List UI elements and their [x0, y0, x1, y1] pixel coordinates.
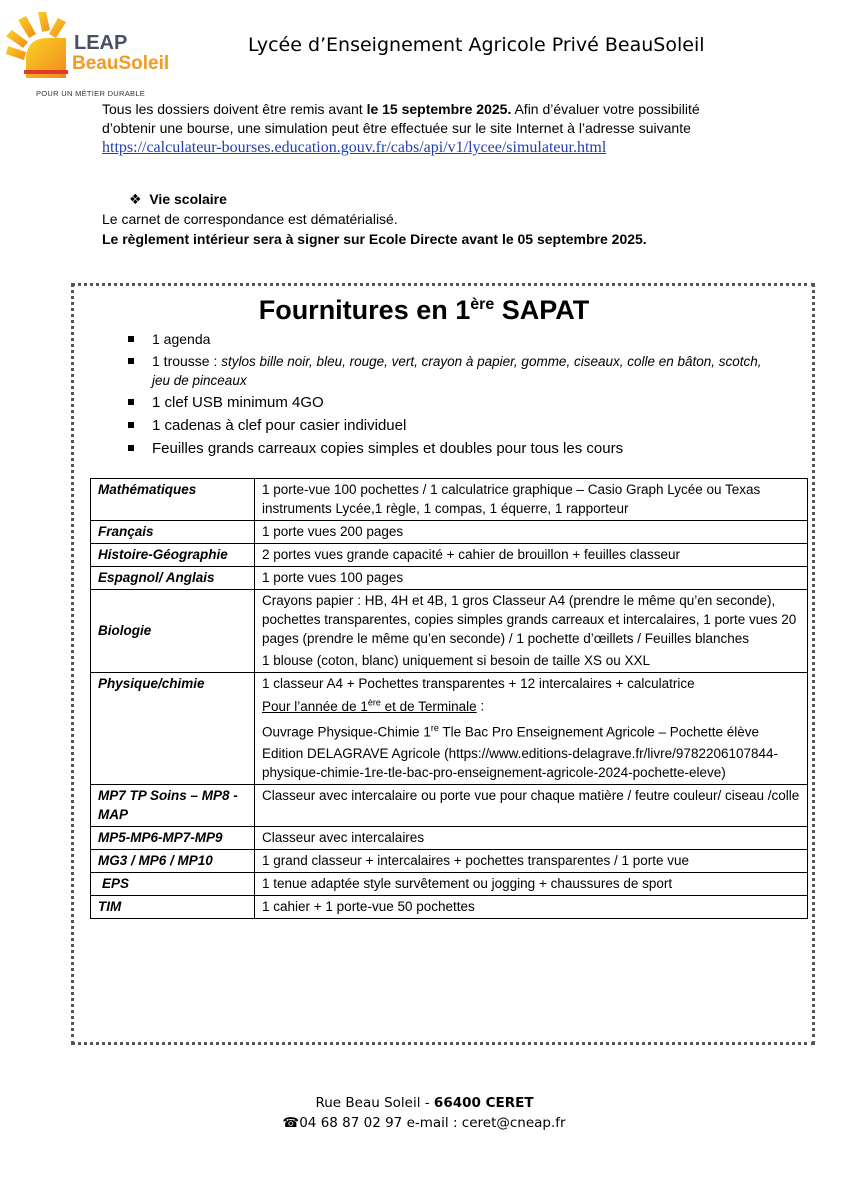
list-item-text: Feuilles grands carreaux copies simples et doubles pour tous les cours: [152, 440, 624, 457]
list-item-text: 1 agenda: [152, 331, 211, 347]
diamond-bullet-icon: ❖: [129, 191, 150, 207]
square-bullet-icon: [128, 358, 134, 364]
list-item: [128, 439, 768, 458]
content-cell: 1 grand classeur + intercalaires + pochettes transparentes / 1 porte vue: [255, 850, 808, 873]
biologie-blouse: 1 blouse (coton, blanc) uniquement si besoin de taille XS ou XXL: [262, 653, 650, 668]
school-name: Lycée d’Enseignement Agricole Privé BeauSoleil: [248, 34, 705, 56]
content-cell: 1 porte-vue 100 pochettes / 1 calculatrice graphique – Casio Graph Lycée ou Texas instruments Lycée,1 règle, 1 compas, 1 équerre, 1 rapporteur: [255, 479, 808, 521]
intro-text-before: Tous les dossiers doivent être remis avant: [102, 101, 367, 117]
square-bullet-icon: [128, 336, 134, 342]
logo-beausoleil-text: BeauSoleil: [72, 53, 170, 74]
vie-scolaire-line1: Le carnet de correspondance est dématérialisé.: [102, 211, 398, 227]
physique-year-colon: :: [476, 698, 485, 714]
phone-icon: ☎: [282, 1115, 300, 1131]
content-cell: 1 porte vues 100 pages: [255, 567, 808, 590]
vie-scolaire-line2: Le règlement intérieur sera à signer sur Ecole Directe avant le 05 septembre 2025.: [102, 231, 647, 247]
page-footer: [0, 1093, 848, 1133]
list-item-detail: stylos bille noir, bleu, rouge, vert, crayon à papier, gomme, ciseaux, colle en bâton, scotch, jeu de pinceaux: [152, 354, 762, 388]
content-cell: 1 cahier + 1 porte-vue 50 pochettes: [255, 896, 808, 919]
vie-scolaire-heading: [102, 189, 742, 209]
physique-year: [262, 693, 800, 716]
table-row: [91, 827, 808, 850]
content-cell: 1 tenue adaptée style survêtement ou jogging + chaussures de sport: [255, 873, 808, 896]
subject-cell: Français: [91, 521, 255, 544]
fournitures-title-sup: ère: [470, 296, 495, 313]
physique-book-sup: re: [430, 722, 439, 733]
content-cell: 1 porte vues 200 pages: [255, 521, 808, 544]
subject-cell: Espagnol/ Anglais: [91, 567, 255, 590]
table-row: [91, 479, 808, 521]
school-logo: [6, 10, 170, 98]
square-bullet-icon: [128, 445, 134, 451]
subject-cell: Histoire-Géographie: [91, 544, 255, 567]
fournitures-title-main: Fournitures en 1: [258, 295, 471, 325]
table-row: [91, 873, 808, 896]
square-bullet-icon: [128, 399, 134, 405]
physique-edition: Edition DELAGRAVE Agricole (https://www.editions-delagrave.fr/livre/9782206107844-physique-chimie-1re-tle-bac-pro-enseignement-agricole-2024-pochette-eleve): [262, 746, 779, 780]
content-cell: 2 portes vues grande capacité + cahier de brouillon + feuilles classeur: [255, 544, 808, 567]
list-item-text: 1 cadenas à clef pour casier individuel: [152, 417, 407, 434]
footer-contact-text: 04 68 87 02 97 e-mail : ceret@cneap.fr: [299, 1115, 566, 1131]
list-item-text: 1 clef USB minimum 4GO: [152, 394, 324, 411]
physique-year-sup: ère: [367, 697, 381, 707]
table-row: [91, 590, 808, 673]
logo-leap-text: LEAP: [74, 32, 128, 54]
logo-tagline: POUR UN MÉTIER DURABLE: [36, 89, 146, 98]
intro-text-after: Afin d’évaluer votre possibilité d’obtenir une bourse, une simulation peut être effectuée sur le site Internet à l’adresse suivante: [102, 101, 700, 136]
physique-content: 1 classeur A4 + Pochettes transparentes + 12 intercalaires + calculatrice: [262, 676, 695, 691]
table-row: [91, 896, 808, 919]
subject-cell: MG3 / MP6 / MP10: [91, 850, 255, 873]
table-row: [91, 521, 808, 544]
intro-deadline: le 15 septembre 2025.: [366, 101, 512, 117]
subject-cell: EPS: [91, 873, 255, 896]
subject-cell: MP7 TP Soins – MP8 - MAP: [91, 785, 255, 827]
content-cell: [255, 590, 808, 673]
subject-cell: MP5-MP6-MP7-MP9: [91, 827, 255, 850]
footer-contact: [0, 1113, 848, 1133]
intro-paragraph: [102, 100, 742, 157]
fournitures-list: [128, 330, 768, 462]
list-item-text: 1 trousse :: [152, 353, 222, 369]
table-row: [91, 673, 808, 785]
physique-book-prefix: Ouvrage Physique-Chimie 1: [262, 724, 431, 739]
footer-address: [0, 1093, 848, 1113]
list-item: [128, 416, 768, 435]
fournitures-title-end: SAPAT: [494, 295, 590, 325]
simulator-link[interactable]: https://calculateur-bourses.education.gouv.fr/cabs/api/v1/lycee/simulateur.html: [102, 139, 607, 156]
table-row: [91, 567, 808, 590]
subject-cell: Biologie: [91, 590, 255, 673]
vie-scolaire-heading-text: Vie scolaire: [149, 191, 227, 207]
list-item: [128, 393, 768, 412]
footer-city: 66400 CERET: [433, 1095, 534, 1111]
vie-scolaire-section: [102, 189, 742, 249]
content-cell: Classeur avec intercalaire ou porte vue pour chaque matière / feutre couleur/ ciseau /colle: [255, 785, 808, 827]
subject-cell: TIM: [91, 896, 255, 919]
biologie-content: Crayons papier : HB, 4H et 4B, 1 gros Classeur A4 (prendre le même qu’en seconde), pochettes transparentes, copies simples grands carreaux et intercalaires, 1 porte vues 20 pages (prendre le même qu’en seconde) / 1 pochette d’œillets / Feuilles blanches: [262, 593, 797, 646]
physique-year-prefix: Pour l’année de 1: [262, 698, 368, 714]
table-row: [91, 850, 808, 873]
list-item: [128, 352, 768, 390]
square-bullet-icon: [128, 422, 134, 428]
content-cell: Classeur avec intercalaires: [255, 827, 808, 850]
footer-street: Rue Beau Soleil -: [315, 1095, 434, 1111]
supplies-table: [90, 478, 808, 919]
subject-cell: Mathématiques: [91, 479, 255, 521]
subject-cell: Physique/chimie: [91, 673, 255, 785]
physique-book-suffix: Tle Bac Pro Enseignement Agricole – Pochette élève: [438, 724, 760, 739]
content-cell: [255, 673, 808, 785]
table-row: [91, 785, 808, 827]
fournitures-title: [0, 295, 848, 326]
physique-book: [262, 719, 800, 742]
list-item: [128, 330, 768, 349]
table-row: [91, 544, 808, 567]
physique-year-suffix: et de Terminale: [380, 698, 477, 714]
